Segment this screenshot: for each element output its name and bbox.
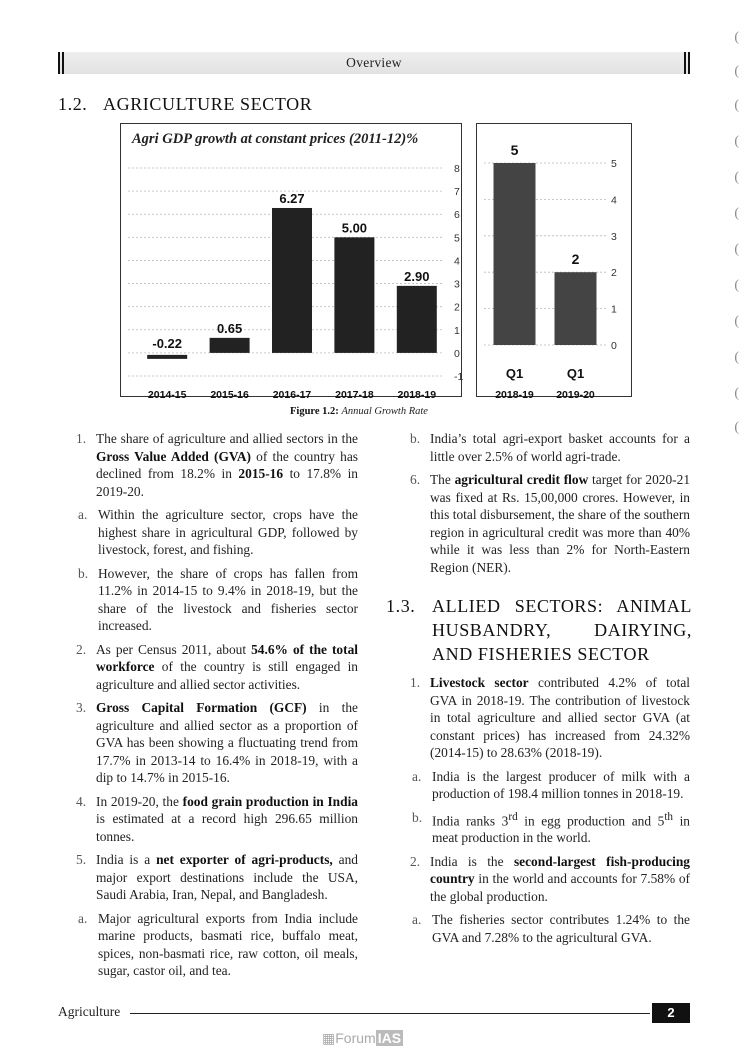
y-tick-label: 4 xyxy=(611,194,617,207)
list-item: 4. In 2019-20, the food grain production in India is estimated at a record high 296.65 million tonnes. xyxy=(76,793,358,844)
agri-gdp-chart xyxy=(0,0,745,420)
bar xyxy=(397,286,437,353)
list-subitem: b. India ranks 3rd in egg production and 5th in meat production in the world. xyxy=(412,809,690,846)
y-tick-label: 3 xyxy=(611,230,617,243)
y-tick-label: 0 xyxy=(454,347,460,360)
figure-caption: Figure 1.2: Annual Growth Rate xyxy=(290,406,428,417)
bar xyxy=(494,163,536,345)
y-tick-label: 2 xyxy=(611,267,617,280)
header-title: Overview xyxy=(346,55,402,70)
data-label: 2.90 xyxy=(404,268,430,284)
left-column xyxy=(76,430,358,986)
list-subitem: b. However, the share of crops has fallen from 11.2% in 2014-15 to 9.4% in 2018-19, but the share of the livestock and fisheries sector increased. xyxy=(78,565,358,633)
category-label: Q1 xyxy=(566,366,585,381)
data-label: 6.27 xyxy=(279,190,305,206)
y-tick-label: 5 xyxy=(611,158,617,170)
data-label: 2 xyxy=(571,251,580,268)
x-tick-label: 2016-17 xyxy=(272,389,312,401)
y-tick-label: 3 xyxy=(454,278,460,291)
data-label: 5.00 xyxy=(341,220,368,236)
list-subitem: b. India’s total agri-export basket accounts for a little over 2.5% of world agri-trade. xyxy=(410,431,690,464)
bar xyxy=(555,272,597,345)
bar xyxy=(147,355,187,359)
section-heading-1-3 xyxy=(386,594,692,666)
y-tick-label: 2 xyxy=(454,301,460,314)
x-tick-label: 2014-15 xyxy=(147,389,187,401)
x-tick-label: 2018-19 xyxy=(495,389,534,401)
chart-title: Agri GDP growth at constant prices (2011-12)% xyxy=(132,131,419,147)
page-edge-marks: ( ( ( ( ( ( ( ( ( ( ( ( xyxy=(734,30,739,435)
list-subitem: a. The fisheries sector contributes 1.24% to the GVA and 7.28% to the agricultural GVA. xyxy=(412,912,690,945)
right-column-bottom xyxy=(410,674,690,952)
list-subitem: a. Major agricultural exports from India include marine products, basmati rice, buffalo meat, spices, non-basmati rice, raw cotton, oil meals, sugar, castor oil, and tea. xyxy=(78,910,358,978)
bar xyxy=(210,338,250,353)
y-tick-label: 8 xyxy=(454,163,460,175)
list-item: 6. The agricultural credit flow target for 2020-21 was fixed at Rs. 15,00,000 crores. However, in this total disbursement, the share of the southern region in agricultural credit was more than 40% while it was less than 2% for North-Eastern Region (NER). xyxy=(410,472,691,575)
list-item: 2. India is the second-largest fish-producing country in the world and accounts for 7.58% of the global production. xyxy=(410,853,690,904)
data-label: 0.65 xyxy=(216,320,243,336)
list-subitem: a. India is the largest producer of milk with a production of 198.4 million tonnes in 2018-19. xyxy=(412,768,690,801)
x-tick-label: 2019-20 xyxy=(556,389,595,401)
list-item: 5. India is a net exporter of agri-products, and major export destinations include the USA, Saudi Arabia, Iran, Nepal, and Bangladesh. xyxy=(76,852,359,902)
y-tick-label: -1 xyxy=(454,371,464,383)
section-title: ALLIED SECTORS: ANIMAL HUSBANDRY, DAIRYING, AND FISHERIES SECTOR xyxy=(432,596,692,664)
list-subitem: a. Within the agriculture sector, crops have the highest share in agricultural GDP, followed by livestock, forest, and fishing. xyxy=(78,507,358,557)
y-tick-label: 4 xyxy=(454,255,460,268)
data-label: -0.22 xyxy=(152,335,183,351)
y-tick-label: 6 xyxy=(454,209,460,222)
section-number: 1.2. xyxy=(58,94,88,114)
section-number: 1.3. xyxy=(386,596,416,616)
x-tick-label: 2015-16 xyxy=(210,389,249,401)
y-tick-label: 7 xyxy=(454,186,460,199)
right-column-top xyxy=(410,430,690,582)
list-item: 3. Gross Capital Formation (GCF) in the agriculture and allied sector as a proportion of GVA has been showing a fluctuating trend from 17.7% in 2013-14 to 16.4% in 2018-19, with a dip to 14.7% in 2015-16. xyxy=(76,700,358,785)
list-item: 2. As per Census 2011, about 54.6% of the total workforce of the country is still engaged in agriculture and allied sector activities. xyxy=(76,641,358,692)
footer-rule xyxy=(130,1013,650,1014)
page-number: 2 xyxy=(652,1003,690,1023)
list-item: 1. The share of agriculture and allied sectors in the Gross Value Added (GVA) of the country has declined from 18.2% in 2015-16 to 17.8% in 2019-20. xyxy=(76,431,359,499)
data-label: 5 xyxy=(510,142,519,158)
section-title: AGRICULTURE SECTOR xyxy=(103,94,313,114)
x-tick-label: 2018-19 xyxy=(397,389,437,401)
bar xyxy=(272,208,312,353)
y-tick-label: 5 xyxy=(454,232,460,245)
y-tick-label: 0 xyxy=(611,340,617,352)
x-tick-label: 2017-18 xyxy=(335,389,374,401)
bar xyxy=(334,237,374,353)
watermark-logo: ▦Forum IAS xyxy=(322,1030,402,1046)
list-item: 1. Livestock sector contributed 4.2% of total GVA in 2018-19. The contribution of livestock in total agriculture and allied sector GVA (at constant prices) has increased from 24.32% (2014-15) to 28.63% (2018-19). xyxy=(410,675,690,760)
category-label: Q1 xyxy=(505,366,524,381)
y-tick-label: 1 xyxy=(454,324,460,337)
y-tick-label: 1 xyxy=(611,303,617,316)
footer-label: Agriculture xyxy=(58,1004,121,1019)
